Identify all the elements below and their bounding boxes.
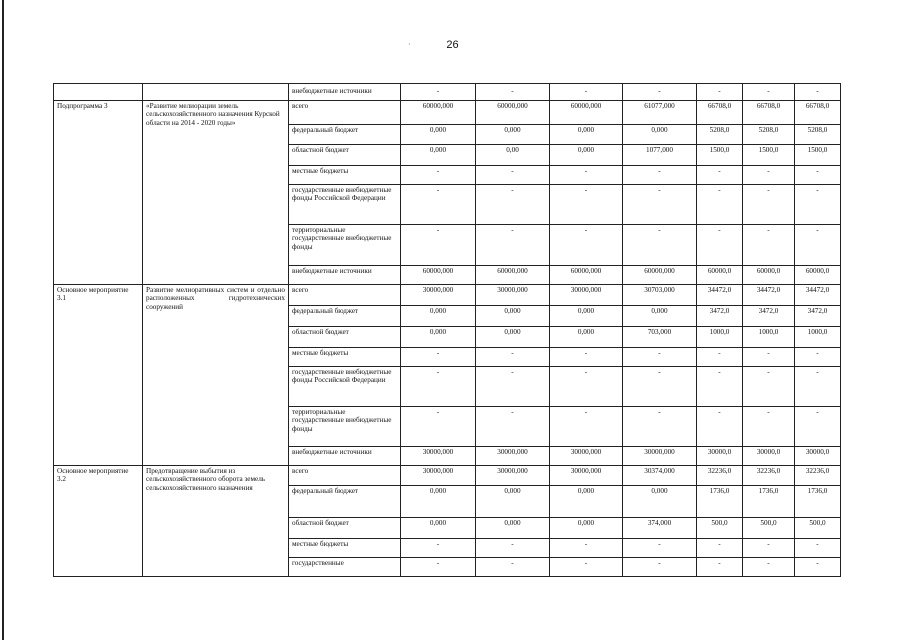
value-cell: - xyxy=(697,348,743,367)
value-cell: - xyxy=(476,348,550,367)
value-cell: 30703,000 xyxy=(623,285,697,306)
value-cell: 1736,0 xyxy=(795,486,841,518)
funding-source-cell: федеральный бюджет xyxy=(289,486,401,518)
value-cell: 1736,0 xyxy=(743,486,795,518)
scan-speck: · xyxy=(408,40,411,49)
value-cell: - xyxy=(623,185,697,225)
value-cell: 34472,0 xyxy=(697,285,743,306)
funding-source-cell: областной бюджет xyxy=(289,145,401,166)
program-name-cell xyxy=(143,84,289,101)
value-cell: - xyxy=(743,367,795,407)
value-cell: - xyxy=(795,407,841,447)
value-cell: 30000,000 xyxy=(401,285,476,306)
value-cell: - xyxy=(697,367,743,407)
value-cell: 1000,0 xyxy=(697,327,743,348)
value-cell: 61077,000 xyxy=(623,101,697,125)
value-cell: 0,000 xyxy=(401,125,476,145)
value-cell: 30000,000 xyxy=(550,466,623,486)
value-cell: 34472,0 xyxy=(795,285,841,306)
value-cell: - xyxy=(550,166,623,185)
value-cell: - xyxy=(401,225,476,266)
program-code-cell: Основное мероприятие 3.2 xyxy=(54,466,143,577)
funding-source-cell: всего xyxy=(289,285,401,306)
value-cell: - xyxy=(743,539,795,558)
value-cell: - xyxy=(743,185,795,225)
value-cell: 5208,0 xyxy=(743,125,795,145)
value-cell: 34472,0 xyxy=(743,285,795,306)
value-cell: 60000,000 xyxy=(550,266,623,285)
value-cell: - xyxy=(401,348,476,367)
value-cell: 30000,000 xyxy=(476,466,550,486)
value-cell: - xyxy=(550,225,623,266)
value-cell: - xyxy=(476,407,550,447)
value-cell: 32236,0 xyxy=(697,466,743,486)
value-cell: 1500,0 xyxy=(743,145,795,166)
value-cell: - xyxy=(476,558,550,577)
value-cell: 1000,0 xyxy=(743,327,795,348)
funding-source-cell: местные бюджеты xyxy=(289,166,401,185)
value-cell: 32236,0 xyxy=(743,466,795,486)
value-cell: - xyxy=(550,84,623,101)
value-cell: 30374,000 xyxy=(623,466,697,486)
value-cell: 60000,000 xyxy=(401,101,476,125)
value-cell: 60000,000 xyxy=(401,266,476,285)
value-cell: - xyxy=(550,367,623,407)
value-cell: 60000,000 xyxy=(476,101,550,125)
value-cell: - xyxy=(476,185,550,225)
value-cell: 30000,000 xyxy=(476,285,550,306)
funding-source-cell: местные бюджеты xyxy=(289,539,401,558)
value-cell: 0,000 xyxy=(550,125,623,145)
value-cell: 0,000 xyxy=(476,518,550,539)
value-cell: 66708,0 xyxy=(743,101,795,125)
page-number: 26 xyxy=(446,39,459,51)
value-cell: - xyxy=(795,558,841,577)
value-cell: 5208,0 xyxy=(697,125,743,145)
funding-source-cell: всего xyxy=(289,101,401,125)
value-cell: 60000,0 xyxy=(697,266,743,285)
value-cell: - xyxy=(795,225,841,266)
value-cell: 30000,000 xyxy=(550,447,623,466)
funding-source-cell: внебюджетные источники xyxy=(289,84,401,101)
value-cell: 30000,000 xyxy=(401,466,476,486)
value-cell: 0,000 xyxy=(401,145,476,166)
value-cell: 0,000 xyxy=(476,327,550,348)
funding-source-cell: областной бюджет xyxy=(289,518,401,539)
value-cell: 30000,000 xyxy=(476,447,550,466)
value-cell: 0,000 xyxy=(623,306,697,327)
value-cell: 0,000 xyxy=(476,125,550,145)
value-cell: 374,000 xyxy=(623,518,697,539)
value-cell: - xyxy=(476,84,550,101)
value-cell: - xyxy=(743,407,795,447)
value-cell: - xyxy=(401,539,476,558)
funding-source-cell: государственные внебюджетные фонды Российской Федерации xyxy=(289,367,401,407)
value-cell: - xyxy=(401,166,476,185)
value-cell: 0,000 xyxy=(476,306,550,327)
program-name-cell: Развитие мелиоративных систем и отдельно расположенных гидротехнических сооружений xyxy=(143,285,289,466)
funding-source-cell: внебюджетные источники xyxy=(289,266,401,285)
value-cell: 66708,0 xyxy=(795,101,841,125)
value-cell: 30000,000 xyxy=(550,285,623,306)
value-cell: - xyxy=(401,558,476,577)
value-cell: - xyxy=(743,84,795,101)
value-cell: 500,0 xyxy=(743,518,795,539)
value-cell: - xyxy=(550,407,623,447)
value-cell: - xyxy=(795,348,841,367)
value-cell: 500,0 xyxy=(697,518,743,539)
funding-source-cell: областной бюджет xyxy=(289,327,401,348)
value-cell: - xyxy=(476,367,550,407)
program-name-cell: «Развитие мелиорации земель сельскохозяйственного назначения Курской области на 2014 - 2020 годы» xyxy=(143,101,289,285)
value-cell: 0,000 xyxy=(550,145,623,166)
funding-source-cell: федеральный бюджет xyxy=(289,125,401,145)
value-cell: 5208,0 xyxy=(795,125,841,145)
value-cell: 32236,0 xyxy=(795,466,841,486)
value-cell: 0,000 xyxy=(550,486,623,518)
value-cell: 30000,000 xyxy=(401,447,476,466)
value-cell: 0,00 xyxy=(476,145,550,166)
value-cell: - xyxy=(697,84,743,101)
value-cell: 0,000 xyxy=(401,486,476,518)
value-cell: - xyxy=(623,407,697,447)
value-cell: 0,000 xyxy=(550,306,623,327)
value-cell: 1500,0 xyxy=(795,145,841,166)
value-cell: 30000,0 xyxy=(697,447,743,466)
funding-source-cell: территориальные государственные внебюджетные фонды xyxy=(289,407,401,447)
value-cell: 3472,0 xyxy=(697,306,743,327)
value-cell: - xyxy=(623,348,697,367)
value-cell: - xyxy=(476,225,550,266)
value-cell: - xyxy=(550,348,623,367)
value-cell: - xyxy=(623,558,697,577)
value-cell: - xyxy=(401,367,476,407)
value-cell: - xyxy=(550,539,623,558)
value-cell: 66708,0 xyxy=(697,101,743,125)
value-cell: - xyxy=(697,539,743,558)
value-cell: 3472,0 xyxy=(743,306,795,327)
value-cell: - xyxy=(795,539,841,558)
value-cell: 0,000 xyxy=(476,486,550,518)
value-cell: 0,000 xyxy=(401,306,476,327)
value-cell: - xyxy=(623,84,697,101)
value-cell: 0,000 xyxy=(550,518,623,539)
value-cell: - xyxy=(623,539,697,558)
value-cell: 500,0 xyxy=(795,518,841,539)
funding-source-cell: государственные внебюджетные фонды Российской Федерации xyxy=(289,185,401,225)
funding-source-cell: территориальные государственные внебюджетные фонды xyxy=(289,225,401,266)
value-cell: - xyxy=(795,367,841,407)
value-cell: 60000,000 xyxy=(550,101,623,125)
value-cell: - xyxy=(623,166,697,185)
value-cell: 703,000 xyxy=(623,327,697,348)
value-cell: - xyxy=(697,225,743,266)
value-cell: 1077,000 xyxy=(623,145,697,166)
value-cell: - xyxy=(743,558,795,577)
value-cell: 1000,0 xyxy=(795,327,841,348)
table-body xyxy=(54,84,841,577)
value-cell: 0,000 xyxy=(623,486,697,518)
table-row xyxy=(54,285,841,306)
program-code-cell xyxy=(54,84,143,101)
value-cell: - xyxy=(550,185,623,225)
value-cell: - xyxy=(795,84,841,101)
value-cell: 1500,0 xyxy=(697,145,743,166)
value-cell: 3472,0 xyxy=(795,306,841,327)
value-cell: - xyxy=(743,166,795,185)
value-cell: - xyxy=(697,185,743,225)
value-cell: 30000,0 xyxy=(743,447,795,466)
program-name-cell: Предотвращение выбытия из сельскохозяйственного оборота земель сельскохозяйственного назначения xyxy=(143,466,289,577)
value-cell: 30000,000 xyxy=(623,447,697,466)
funding-source-cell: местные бюджеты xyxy=(289,348,401,367)
value-cell: - xyxy=(476,166,550,185)
table-row xyxy=(54,84,841,101)
value-cell: - xyxy=(401,185,476,225)
value-cell: - xyxy=(697,558,743,577)
funding-source-cell: внебюджетные источники xyxy=(289,447,401,466)
budget-table xyxy=(53,83,841,577)
value-cell: 60000,000 xyxy=(623,266,697,285)
value-cell: - xyxy=(623,225,697,266)
value-cell: 60000,000 xyxy=(476,266,550,285)
value-cell: - xyxy=(476,539,550,558)
value-cell: - xyxy=(697,166,743,185)
value-cell: 60000,0 xyxy=(743,266,795,285)
value-cell: - xyxy=(743,348,795,367)
value-cell: 30000,0 xyxy=(795,447,841,466)
value-cell: - xyxy=(697,407,743,447)
value-cell: 0,000 xyxy=(401,518,476,539)
value-cell: - xyxy=(795,185,841,225)
funding-source-cell: федеральный бюджет xyxy=(289,306,401,327)
value-cell: - xyxy=(550,558,623,577)
value-cell: 1736,0 xyxy=(697,486,743,518)
program-code-cell: Подпрограмма 3 xyxy=(54,101,143,285)
program-code-cell: Основное мероприятие 3.1 xyxy=(54,285,143,466)
table-row xyxy=(54,466,841,486)
funding-source-cell: государственные xyxy=(289,558,401,577)
value-cell: - xyxy=(401,407,476,447)
value-cell: 0,000 xyxy=(401,327,476,348)
scan-edge-line xyxy=(2,0,4,640)
value-cell: - xyxy=(401,84,476,101)
value-cell: 0,000 xyxy=(623,125,697,145)
funding-source-cell: всего xyxy=(289,466,401,486)
value-cell: - xyxy=(743,225,795,266)
value-cell: 60000,0 xyxy=(795,266,841,285)
value-cell: - xyxy=(795,166,841,185)
value-cell: - xyxy=(623,367,697,407)
value-cell: 0,000 xyxy=(550,327,623,348)
table-row xyxy=(54,101,841,125)
